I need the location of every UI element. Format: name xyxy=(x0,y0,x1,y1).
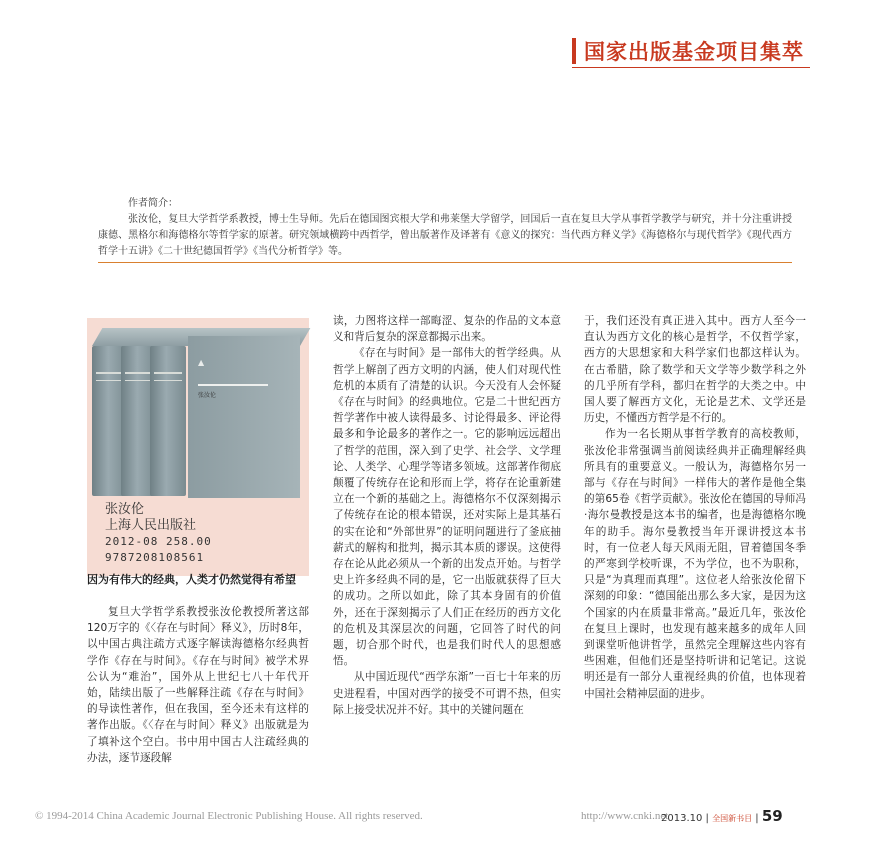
journal-name: 全国新书目 xyxy=(712,814,753,823)
header-rule xyxy=(572,67,810,68)
author-intro-label: 作者简介： xyxy=(128,198,178,209)
book-set-image xyxy=(92,328,302,500)
book-isbn: 9787208108561 xyxy=(105,551,205,564)
page-number: 59 xyxy=(761,807,783,825)
header-title: 国家出版基金项目集萃 xyxy=(584,40,804,64)
page-number-bar: 2013.10 | 全国新书目 | 59 xyxy=(661,807,783,825)
book-info xyxy=(105,502,212,566)
publisher-logo-icon: ▲ xyxy=(198,358,205,367)
paragraph: 复旦大学哲学系教授张汝伦教授所著这部120万字的《〈存在与时间〉释义》，历时8年，以中国古典注疏方式逐字解读海德格尔经典哲学作《存在与时间》。《存在与时间》被学术界公认为“难治”，国外从上世纪七八十年代开始，陆续出版了一些解释注疏《存在与时间》的导读性著作，但在我国，至今还未有这样的著作出版。《〈存在与时间〉释义》出版就是为了填补这个空白。书中用中国古人注疏经典的办法，逐节逐段解 xyxy=(87,606,309,764)
cover-subtitle: 张汝伦 xyxy=(198,392,217,399)
issue-label: 2013.10 xyxy=(661,813,703,824)
paragraph: 作为一名长期从事哲学教育的高校教师，张汝伦非常强调当前阅读经典并正确理解经典所具有的重要意义。一般认为，海德格尔另一部与《存在与时间》一样伟大的著作是他全集的第65卷《哲学贡献》。张汝伦在德国的导师冯·海尔曼教授是这本书的编者，也是海德格尔晚年的助手。海尔曼教授当年开课讲授这本书时，有一位老人每天风雨无阻，冒着德国冬季的严寒到学校听课，不为学位，也不为职称，只是“为真理而真理”。这位老人给张汝伦留下深刻的印象：“德国能出那么多大家，是因为这个国家的内在质量非常高。”最近几年，张汝伦在复旦上课时，也发现有越来越多的成年人回到课堂听他讲哲学，虽然完全理解这些内容有些困难，但他们还是坚持听讲和记笔记。这说明还是有一部分人重视经典的价值，也体现着中国社会精神层面的进步。 xyxy=(584,428,806,700)
author-intro xyxy=(98,196,792,260)
book-author: 张汝伦 xyxy=(105,502,145,517)
footer-url: http://www.cnki.net xyxy=(581,810,669,822)
author-divider xyxy=(98,262,792,263)
cover-title-band xyxy=(198,384,268,386)
paragraph: 《存在与时间》是一部伟大的哲学经典。从哲学上解剖了西方文明的内涵，使人们对现代性危机的本质有了清楚的认识。今天没有人会怀疑《存在与时间》的经典地位。它是二十世纪西方哲学著作中被人读得最多、讨论得最多、评论得最多和争论最多的著作之一。它的影响远远超出了哲学的范围，深入到了史学、社会学、文学理论、人类学、心理学等诸多领域。这部著作彻底颠覆了传统存在论和形而上学，将存在论重新建立在一个新的基础之上。海德格尔不仅深刻揭示了传统存在论的根本错误，还对实际上是其基石的实在论和“外部世界”的证明问题进行了釜底抽薪式的解构和批判，揭示其本质的谬误。这使得存在论从此必须从一个新的出发点开始。与哲学史上许多经典不同的是，它一出版就获得了巨大的成功。之所以如此，除了其本身固有的价值外，还在于深刻揭示了人们正在经历的西方文化的危机及其深层次的问题，它回答了时代的问题，切合那个时代，也是我们时代人的思想感悟。 xyxy=(333,347,561,668)
section-header xyxy=(572,36,810,66)
header-accent-bar xyxy=(572,38,576,64)
book-volume-spine xyxy=(150,346,186,496)
page-footer xyxy=(35,810,669,822)
section-heading: 因为有伟大的经典，人类才仍然觉得有希望 xyxy=(87,573,296,586)
paragraph: 读，力图将这样一部晦涩、复杂的作品的文本意义和背后复杂的深意都揭示出来。 xyxy=(333,315,561,344)
paragraph: 从中国近现代“西学东渐”一百七十年来的历史进程看，中国对西学的接受不可谓不热，但实际上接受状况并不好。其中的关键问题在 xyxy=(333,671,561,716)
article-column-1 xyxy=(87,604,309,766)
copyright-text: © 1994-2014 China Academic Journal Electronic Publishing House. All rights reserved. xyxy=(35,810,423,822)
book-date-price: 2012-08 258.00 xyxy=(105,535,212,548)
article-column-3 xyxy=(584,313,806,702)
book-publisher: 上海人民出版社 xyxy=(105,518,197,533)
book-front-cover xyxy=(188,336,300,498)
article-column-2 xyxy=(333,313,561,718)
paragraph: 于，我们还没有真正进入其中。西方人至今一直认为西方文化的核心是哲学，不仅哲学家，西方的大思想家和大科学家们也都这样认为。在古希腊，除了数学和天文学等少数学科之外的几乎所有学科，都归在哲学的大类之中。中国人要了解西方文化，无论是艺术、文学还是历史，不懂西方哲学是不行的。 xyxy=(584,315,806,425)
author-intro-text: 张汝伦，复旦大学哲学系教授，博士生导师。先后在德国图宾根大学和弗莱堡大学留学，回国后一直在复旦大学从事哲学教学与研究，并十分注重讲授康德、黑格尔和海德格尔等哲学家的原著。研究领域横跨中西哲学，曾出版著作及译著有《意义的探究：当代西方释义学》《海德格尔与现代哲学》《现代西方哲学十五讲》《二十世纪德国哲学》《当代分析哲学》等。 xyxy=(98,214,792,257)
